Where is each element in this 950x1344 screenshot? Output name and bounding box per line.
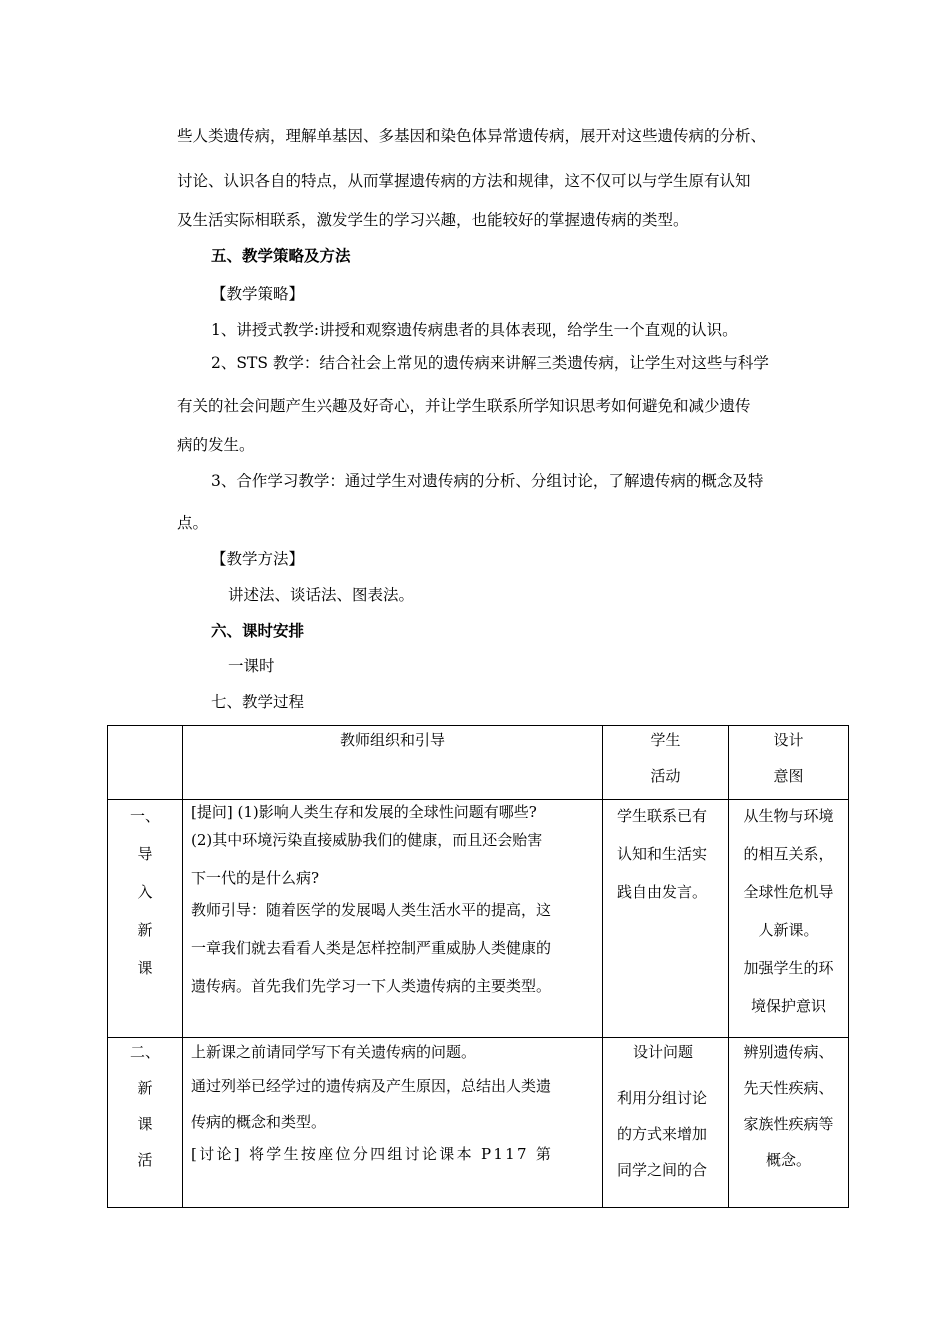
row2-teacher-4: [讨论] 将学生按座位分四组讨论课本 P117 第 [191,1145,554,1163]
row2-design-cell [729,1038,849,1208]
header-teacher-cell [183,726,603,800]
row1-student-3: 践自由发言。 [617,883,708,901]
section5-heading: 五、教学策略及方法 [211,246,351,265]
row2-student-5: 同学之间的合 [617,1161,708,1179]
intro-line-2: 讨论、认识各自的特点，从而掌握遗传病的方法和规律，这不仅可以与学生原有认知 [177,172,751,190]
row1-stage-2: 导 [137,845,153,863]
row2-student-3: 利用分组讨论 [617,1089,708,1107]
row1-design-5: 加强学生的环 [743,959,834,977]
row2-teacher-1: 上新课之前请同学写下有关遗传病的问题。 [191,1043,477,1061]
row1-teacher-4: 教师引导：随着医学的发展喝人类生活水平的提高，这 [191,901,552,919]
row1-design-1: 从生物与环境 [743,807,834,825]
row2-stage-1: 二、 [129,1043,160,1061]
strategy-item-1: 1、讲授式教学:讲授和观察遗传病患者的具体表现，给学生一个直观的认识。 [211,321,738,339]
row2-design-2: 先天性疾病、 [743,1079,834,1097]
row1-student-1: 学生联系已有 [617,807,708,825]
table-header-row [108,726,849,800]
row2-design-1: 辨别遗传病、 [743,1043,834,1061]
row2-teacher-cell [183,1038,603,1208]
row2-teacher-3: 传病的概念和类型。 [191,1113,327,1131]
row2-teacher-2: 通过列举已经学过的遗传病及产生原因，总结出人类遗 [191,1077,552,1095]
section7-heading: 七、教学过程 [211,693,305,711]
intro-line-3: 及生活实际相联系，激发学生的学习兴趣，也能较好的掌握遗传病的类型。 [177,211,689,229]
row2-stage-3: 课 [137,1115,153,1133]
row1-student-cell [603,800,729,1038]
row1-design-3: 全球性危机导 [743,883,834,901]
strategy-item-2-line-1: 2、STS 教学：结合社会上常见的遗传病来讲解三类遗传病，让学生对这些与科学 [211,354,769,372]
row1-teacher-3: 下一代的是什么病? [191,869,320,887]
row2-design-3: 家族性疾病等 [743,1115,834,1133]
strategy-item-3-line-1: 3、合作学习教学：通过学生对遗传病的分析、分组讨论，了解遗传病的概念及特 [211,472,764,490]
header-stage-cell [108,726,183,800]
row2-stage-4: 活 [137,1151,153,1169]
row2-stage-cell [108,1038,183,1208]
strategy-item-3-line-2: 点。 [177,514,209,532]
row1-student-2: 认知和生活实 [617,845,708,863]
row1-stage-4: 新 [137,921,153,939]
header-student-line-2: 活动 [650,767,681,785]
row1-stage-3: 入 [137,883,153,901]
row1-design-2: 的相互关系， [743,845,834,863]
strategy-item-2-line-3: 病的发生。 [177,436,255,454]
table-row [108,1038,849,1208]
header-student-line-1: 学生 [650,731,681,749]
row1-design-6: 境保护意识 [750,997,826,1015]
strategy-item-2-line-2: 有关的社会问题产生兴趣及好奇心，并让学生联系所学知识思考如何避免和减少遗传 [177,397,751,415]
row1-teacher-2: (2)其中环境污染直接威胁我们的健康，而且还会贻害 [191,831,543,849]
header-student-cell [603,726,729,800]
row1-design-cell [729,800,849,1038]
intro-line-1: 些人类遗传病，理解单基因、多基因和染色体异常遗传病，展开对这些遗传病的分析、 [177,127,767,145]
method-text: 讲述法、谈话法、图表法。 [228,586,415,604]
header-teacher: 教师组织和引导 [339,731,445,749]
header-design-line-2: 意图 [773,767,804,785]
row1-stage-5: 课 [137,959,153,977]
row1-stage-1: 一、 [129,807,160,825]
row2-stage-2: 新 [137,1079,153,1097]
teaching-process-table [107,725,849,1208]
row1-teacher-5: 一章我们就去看看人类是怎样控制严重威胁人类健康的 [191,939,552,957]
row1-teacher-1: [提问] (1)影响人类生存和发展的全球性问题有哪些? [191,803,537,821]
row2-student-4: 的方式来增加 [617,1125,708,1143]
table-row [108,800,849,1038]
row2-design-4: 概念。 [765,1151,811,1169]
row1-teacher-cell [183,800,603,1038]
row1-design-4: 人新课。 [758,921,819,939]
row2-student-cell [603,1038,729,1208]
strategy-label: 【教学策略】 [211,285,305,303]
section6-text: 一课时 [228,657,275,675]
row1-teacher-6: 遗传病。首先我们先学习一下人类遗传病的主要类型。 [191,977,552,995]
header-design-cell [729,726,849,800]
row2-student-1: 设计问题 [633,1043,694,1061]
row1-stage-cell [108,800,183,1038]
header-design-line-1: 设计 [773,731,804,749]
section6-heading: 六、课时安排 [211,621,305,640]
method-label: 【教学方法】 [211,550,305,568]
